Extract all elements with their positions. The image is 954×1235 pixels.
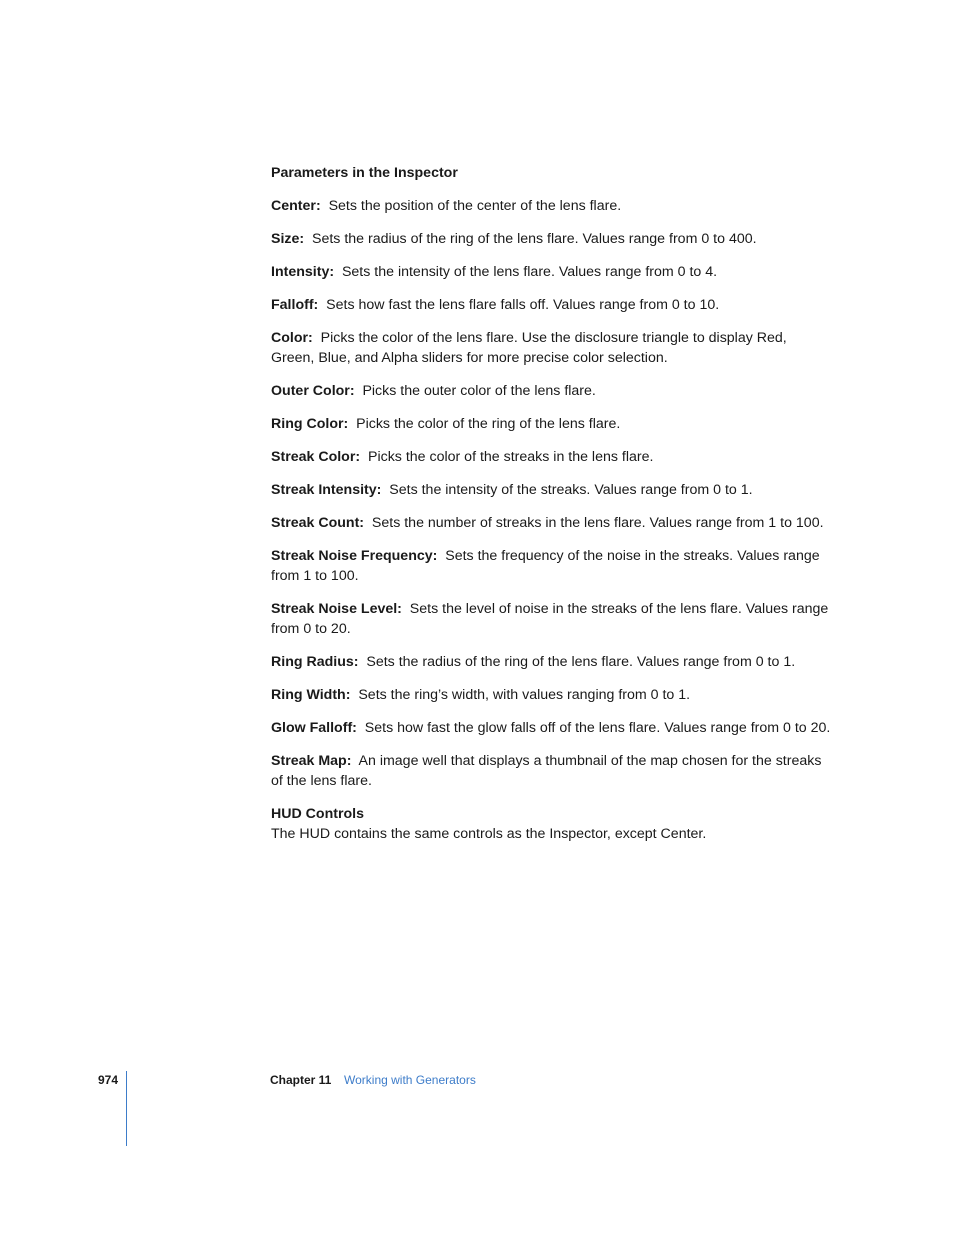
param-streak-color: [271, 447, 831, 467]
param-streak-map: [271, 751, 831, 791]
param-name: Outer Color:: [271, 383, 355, 399]
param-streak-count: [271, 513, 831, 533]
param-name: Ring Color:: [271, 416, 349, 432]
param-desc: Picks the color of the ring of the lens flare.: [356, 416, 621, 432]
param-name: Falloff:: [271, 297, 319, 313]
param-name: Ring Width:: [271, 687, 351, 703]
param-name: Ring Radius:: [271, 654, 359, 670]
param-desc: Sets the ring’s width, with values ranging from 0 to 1.: [358, 687, 691, 703]
footer-rule: [126, 1071, 127, 1146]
param-ring-radius: [271, 652, 831, 672]
param-desc: Picks the color of the lens flare. Use the disclosure triangle to display Red, Green, Blue, and Alpha sliders for more precise color selection.: [271, 330, 787, 366]
param-desc: Sets how fast the glow falls off of the lens flare. Values range from 0 to 20.: [364, 720, 831, 736]
param-falloff: [271, 295, 831, 315]
param-name: Streak Intensity:: [271, 482, 382, 498]
param-desc: Sets the intensity of the streaks. Values range from 0 to 1.: [389, 482, 753, 498]
param-name: Glow Falloff:: [271, 720, 357, 736]
param-intensity: [271, 262, 831, 282]
param-desc: Picks the color of the streaks in the lens flare.: [367, 449, 654, 465]
param-desc: Picks the outer color of the lens flare.: [362, 383, 596, 399]
param-streak-intensity: [271, 480, 831, 500]
param-size: [271, 229, 831, 249]
param-name: Streak Noise Level:: [271, 601, 402, 617]
param-desc: Sets the number of streaks in the lens flare. Values range from 1 to 100.: [371, 515, 824, 531]
param-color: [271, 328, 831, 368]
param-streak-noise-frequency: [271, 546, 831, 586]
param-ring-width: [271, 685, 831, 705]
param-center: [271, 196, 831, 216]
param-desc: Sets the radius of the ring of the lens flare. Values range from 0 to 400.: [312, 231, 757, 247]
param-glow-falloff: [271, 718, 831, 738]
param-name: Streak Map:: [271, 753, 352, 769]
param-desc: Sets how fast the lens flare falls off. Values range from 0 to 10.: [326, 297, 720, 313]
hud-text: The HUD contains the same controls as the Inspector, except Center.: [271, 826, 707, 842]
chapter-title-link[interactable]: Working with Generators: [344, 1073, 476, 1087]
hud-heading: HUD Controls: [271, 806, 365, 822]
param-desc: Sets the radius of the ring of the lens flare. Values range from 0 to 1.: [366, 654, 796, 670]
param-streak-noise-level: [271, 599, 831, 639]
chapter-label: Chapter 11: [270, 1073, 332, 1087]
param-desc: An image well that displays a thumbnail of the map chosen for the streaks of the lens flare.: [271, 753, 822, 789]
param-outer-color: [271, 381, 831, 401]
param-ring-color: [271, 414, 831, 434]
param-name: Streak Color:: [271, 449, 361, 465]
param-desc: Sets the intensity of the lens flare. Values range from 0 to 4.: [341, 264, 718, 280]
section-heading: Parameters in the Inspector: [271, 165, 458, 181]
param-name: Streak Count:: [271, 515, 365, 531]
param-name: Size:: [271, 231, 305, 247]
param-desc: Sets the level of noise in the streaks of the lens flare. Values range from 0 to 20.: [271, 601, 829, 637]
param-name: Streak Noise Frequency:: [271, 548, 438, 564]
param-name: Intensity:: [271, 264, 335, 280]
main-content: [271, 163, 831, 844]
param-desc: Sets the frequency of the noise in the streaks. Values range from 1 to 100.: [271, 548, 820, 584]
page-number: 974: [98, 1073, 119, 1087]
param-desc: Sets the position of the center of the lens flare.: [328, 198, 622, 214]
param-name: Center:: [271, 198, 321, 214]
param-name: Color:: [271, 330, 313, 346]
